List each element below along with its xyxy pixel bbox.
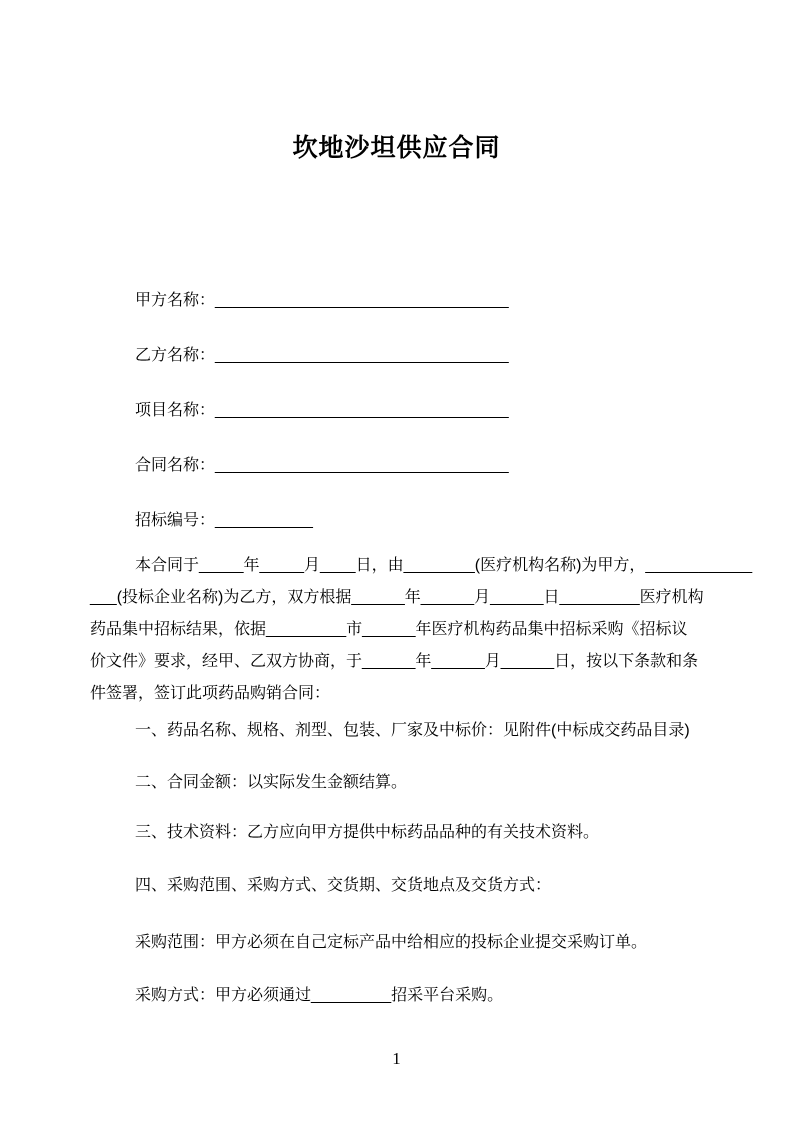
preamble-line-1: 本合同于_____年_____月____日，由________(医疗机构名称)为甲方，____________ xyxy=(135,557,753,574)
contract-preamble xyxy=(90,550,790,710)
field-blank-party-a: _________________________________ xyxy=(215,292,509,309)
field-label-party-b: 乙方名称： xyxy=(135,347,216,364)
field-blank-party-b: _________________________________ xyxy=(215,347,509,364)
clause-1-drug-info: 一、药品名称、规格、剂型、包装、厂家及中标价：见附件(中标成交药品目录) xyxy=(135,722,690,739)
preamble-line-2: ___(投标企业名称)为乙方，双方根据______年______月______日_________医疗机构 xyxy=(90,589,704,606)
preamble-line-4: 价文件》要求，经甲、乙双方协商，于______年______月______日，按以下条款和条 xyxy=(90,653,699,670)
clause-3-technical-data: 三、技术资料：乙方应向甲方提供中标药品品种的有关技术资料。 xyxy=(135,824,600,841)
field-label-party-a: 甲方名称： xyxy=(135,292,216,309)
document-title: 坎地沙坦供应合同 xyxy=(292,134,501,162)
preamble-line-3: 药品集中招标结果，依据_________市______年医疗机构药品集中招标采购《招标议 xyxy=(90,621,688,638)
field-label-project: 项目名称： xyxy=(135,402,216,419)
clause-procurement-scope: 采购范围：甲方必须在自己定标产品中给相应的投标企业提交采购订单。 xyxy=(135,934,648,951)
field-row-tender-number xyxy=(135,510,313,532)
field-label-tender-number: 招标编号： xyxy=(135,512,216,529)
field-blank-project: _________________________________ xyxy=(215,402,509,419)
preamble-line-5: 件签署，签订此项药品购销合同： xyxy=(90,685,331,702)
clause-procurement-method: 采购方式：甲方必须通过_________招采平台采购。 xyxy=(135,987,504,1004)
field-row-party-a-name xyxy=(135,290,509,312)
field-blank-tender-number: ___________ xyxy=(215,512,313,529)
page-number: 1 xyxy=(392,1049,401,1068)
clause-2-contract-amount: 二、合同金额：以实际发生金额结算。 xyxy=(135,774,408,791)
field-row-project-name xyxy=(135,400,509,422)
clause-4-procurement-terms: 四、采购范围、采购方式、交货期、交货地点及交货方式： xyxy=(135,877,552,894)
field-row-contract-name xyxy=(135,455,509,477)
field-blank-contract: _________________________________ xyxy=(215,457,509,474)
field-row-party-b-name xyxy=(135,345,509,367)
field-label-contract: 合同名称： xyxy=(135,457,216,474)
